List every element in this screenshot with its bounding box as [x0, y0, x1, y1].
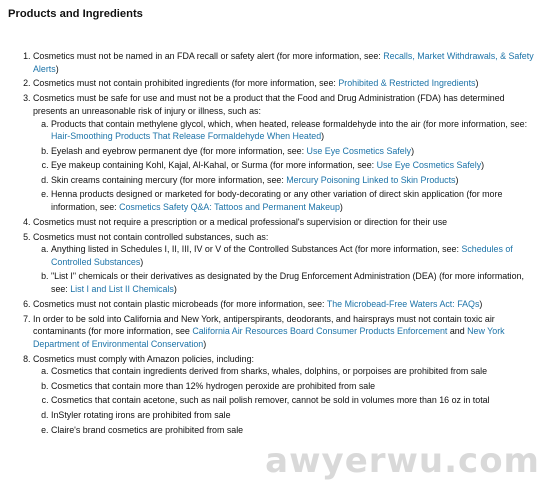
- sub-list-item: e. Henna products designed or marketed for body-decorating or any other variation of direct skin application (for more information, see: Cosmetics Safety Q&A: Tattoos and Permanent Makeup): [51, 188, 534, 213]
- sub-list: [33, 243, 534, 295]
- sub-list-item: d. Skin creams containing mercury (for more information, see: Mercury Poisoning Linked to Skin Products): [51, 174, 534, 187]
- sub-list-item: b. Eyelash and eyebrow permanent dye (for more information, see: Use Eye Cosmetics Safely): [51, 145, 534, 158]
- sub-list: [33, 118, 534, 214]
- link-eye-cosmetics[interactable]: Use Eye Cosmetics Safely: [306, 145, 412, 156]
- list-item: 3. Cosmetics must be safe for use and must not be a product that the Food and Drug Administration (FDA) has determined presents an unreasonable risk of injury or illness, such as: a. Products that contain methylene glycol, which, when heated, release formaldehyde into the air (for more information, see: Hair-Smoothing Products That Release Formaldehyde When Heated) b. Eyelash and eyebrow permanent dye (for more information, see: Use Eye Cosmetics Safely) c. Eye makeup containing Kohl, Kajal, Al-Kahal, or Surma (for more information, see: Use Eye Cosmetics Safely) d. Skin creams containing mercury (for more information, see: Mercury Poisoning Linked to Skin Products) e. Henna products designed or marketed for body-decorating or any other variation of direct skin application (for more information, see: Cosmetics Safety Q&A: Tattoos and Permanent Makeup): [33, 92, 534, 213]
- list-item: 7. In order to be sold into California and New York, antiperspirants, deodorants, and hairsprays must not contain toxic air contaminants (for more information, see California Air Resources Board Consumer Products Enforcement and New York Department of Environmental Conservation): [33, 313, 534, 351]
- link-eye-cosmetics-2[interactable]: Use Eye Cosmetics Safely: [376, 160, 482, 171]
- list-item: 5. Cosmetics must not contain controlled substances, such as: a. Anything listed in Schedules I, II, III, IV or V of the Controlled Substances Act (for more information, see: Schedules of Controlled Substances) b. "List I" chemicals or their derivatives as designated by the Drug Enforcement Administration (DEA) (for more information, see: List I and List II Chemicals): [33, 231, 534, 296]
- sub-list-item: a. Cosmetics that contain ingredients derived from sharks, whales, dolphins, or porpoises are prohibited from sale: [51, 365, 534, 378]
- sub-list: [33, 365, 534, 436]
- policy-content: [14, 50, 534, 438]
- requirements-list: [14, 50, 534, 436]
- link-microbead-faqs[interactable]: The Microbead-Free Waters Act: FAQs: [326, 298, 480, 309]
- sub-list-item: c. Cosmetics that contain acetone, such as nail polish remover, cannot be sold in volumes more than 16 oz in total: [51, 394, 534, 407]
- list-item: 1. Cosmetics must not be named in an FDA recall or safety alert (for more information, see: Recalls, Market Withdrawals, & Safety Alerts): [33, 50, 534, 75]
- link-mercury-poisoning[interactable]: Mercury Poisoning Linked to Skin Products: [286, 174, 456, 185]
- link-tattoos-makeup[interactable]: Cosmetics Safety Q&A: Tattoos and Permanent Makeup: [119, 201, 340, 212]
- sub-list-item: a. Products that contain methylene glycol, which, when heated, release formaldehyde into the air (for more information, see: Hair-Smoothing Products That Release Formaldehyde When Heated): [51, 118, 534, 143]
- sub-list-item: b. "List I" chemicals or their derivatives as designated by the Drug Enforcement Administration (DEA) (for more information, see: List I and List II Chemicals): [51, 270, 534, 295]
- watermark-text: awyerwu.com: [265, 441, 540, 481]
- link-hair-smoothing[interactable]: Hair-Smoothing Products That Release Formaldehyde When Heated: [51, 131, 322, 142]
- link-list-chemicals[interactable]: List I and List II Chemicals: [70, 283, 174, 294]
- list-item: 6. Cosmetics must not contain plastic microbeads (for more information, see: The Microbead-Free Waters Act: FAQs): [33, 298, 534, 311]
- sub-list-item: a. Anything listed in Schedules I, II, III, IV or V of the Controlled Substances Act (for more information, see: Schedules of Controlled Substances): [51, 243, 534, 268]
- list-item: 4. Cosmetics must not require a prescription or a medical professional's supervision or direction for their use: [33, 216, 534, 229]
- link-recalls-safety-alerts[interactable]: Recalls, Market Withdrawals, & Safety Alerts: [33, 51, 534, 74]
- sub-list-item: c. Eye makeup containing Kohl, Kajal, Al-Kahal, or Surma (for more information, see: Use Eye Cosmetics Safely): [51, 159, 534, 172]
- link-prohibited-ingredients[interactable]: Prohibited & Restricted Ingredients: [338, 78, 476, 89]
- page-title: Products and Ingredients: [8, 8, 143, 20]
- sub-list-item: e. Claire's brand cosmetics are prohibited from sale: [51, 424, 534, 437]
- link-california-air-resources[interactable]: California Air Resources Board Consumer Products Enforcement: [192, 326, 448, 337]
- list-item: 8. Cosmetics must comply with Amazon policies, including: a. Cosmetics that contain ingredients derived from sharks, whales, dolphins, or porpoises are prohibited from sale b. Cosmetics that contain more than 12% hydrogen peroxide are prohibited from sale c. Cosmetics that contain acetone, such as nail polish remover, cannot be sold in volumes more than 16 oz in total d. InStyler rotating irons are prohibited from sale e. Claire's brand cosmetics are prohibited from sale: [33, 353, 534, 436]
- sub-list-item: d. InStyler rotating irons are prohibited from sale: [51, 409, 534, 422]
- list-item: 2. Cosmetics must not contain prohibited ingredients (for more information, see: Prohibited & Restricted Ingredients): [33, 77, 534, 90]
- link-controlled-schedules[interactable]: Schedules of Controlled Substances: [51, 244, 513, 267]
- link-ny-environmental-conservation[interactable]: New York Department of Environmental Conservation: [33, 326, 505, 349]
- sub-list-item: b. Cosmetics that contain more than 12% hydrogen peroxide are prohibited from sale: [51, 380, 534, 393]
